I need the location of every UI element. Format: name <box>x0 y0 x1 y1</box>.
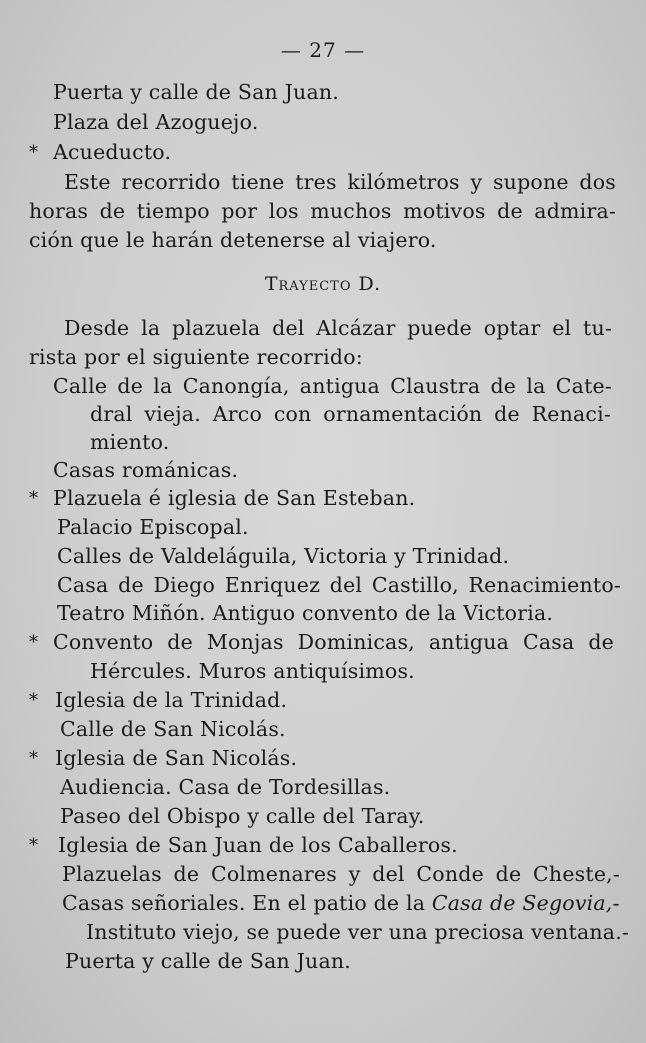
text-line-28: Instituto viejo, se puede ver una preciosa ventana.- <box>86 920 630 944</box>
text-line-21: Calle de San Nicolás. <box>60 717 286 741</box>
text-line-18: Convento de Monjas Dominicas, antigua Casa de <box>53 630 614 654</box>
text-line-14: Palacio Episcopal. <box>57 515 249 539</box>
text-line-9: Calle de la Canongía, antigua Claustra de la Cate- <box>53 374 612 398</box>
page-number: — 27 — <box>280 38 366 62</box>
text-line-27-end: - <box>612 891 620 915</box>
text-line-1: Puerta y calle de San Juan. <box>53 80 339 104</box>
text-line-20: Iglesia de la Trinidad. <box>55 688 288 712</box>
text-line-15: Calles de Valdeláguila, Victoria y Trinidad. <box>57 544 510 568</box>
text-line-7: Desde la plazuela del Alcázar puede optar el tu- <box>64 316 612 340</box>
text-line-10: dral vieja. Arco con ornamentación de Renaci- <box>90 402 611 426</box>
asterisk-marker: * <box>29 488 38 509</box>
section-heading: Trayecto D. <box>264 273 382 295</box>
text-line-13: Plazuela é iglesia de San Esteban. <box>53 486 416 510</box>
text-line-5: horas de tiempo por los muchos motivos de admira- <box>29 199 616 223</box>
text-line-3: Acueducto. <box>53 140 172 164</box>
text-line-22: Iglesia de San Nicolás. <box>55 746 298 770</box>
text-line-12: Casas románicas. <box>53 458 239 482</box>
text-line-2: Plaza del Azoguejo. <box>53 110 259 134</box>
text-line-23: Audiencia. Casa de Tordesillas. <box>60 775 391 799</box>
text-line-16: Casa de Diego Enriquez del Castillo, Renacimiento- <box>57 573 621 597</box>
text-line-11: miento. <box>90 430 170 454</box>
text-line-19: Hércules. Muros antiquísimos. <box>90 659 415 683</box>
text-line-26: Plazuelas de Colmenares y del Conde de Cheste,- <box>62 862 620 886</box>
asterisk-marker: * <box>29 835 38 856</box>
asterisk-marker: * <box>29 632 38 653</box>
asterisk-marker: * <box>29 142 38 163</box>
text-line-6: ción que le harán detenerse al viajero. <box>29 228 437 252</box>
text-line-17: Teatro Miñón. Antiguo convento de la Victoria. <box>57 601 554 625</box>
asterisk-marker: * <box>29 690 38 711</box>
text-line-25: Iglesia de San Juan de los Caballeros. <box>58 833 458 857</box>
text-line-27-start: Casas señoriales. En el patio de la <box>62 891 432 915</box>
text-line-29: Puerta y calle de San Juan. <box>65 949 351 973</box>
text-line-8: rista por el siguiente recorrido: <box>29 345 363 369</box>
italic-building-name: Casa de Segovia, <box>431 891 613 915</box>
asterisk-marker: * <box>29 748 38 769</box>
text-line-27 <box>62 889 620 918</box>
text-line-24: Paseo del Obispo y calle del Taray. <box>60 804 425 828</box>
text-line-4: Este recorrido tiene tres kilómetros y supone dos <box>64 170 616 194</box>
